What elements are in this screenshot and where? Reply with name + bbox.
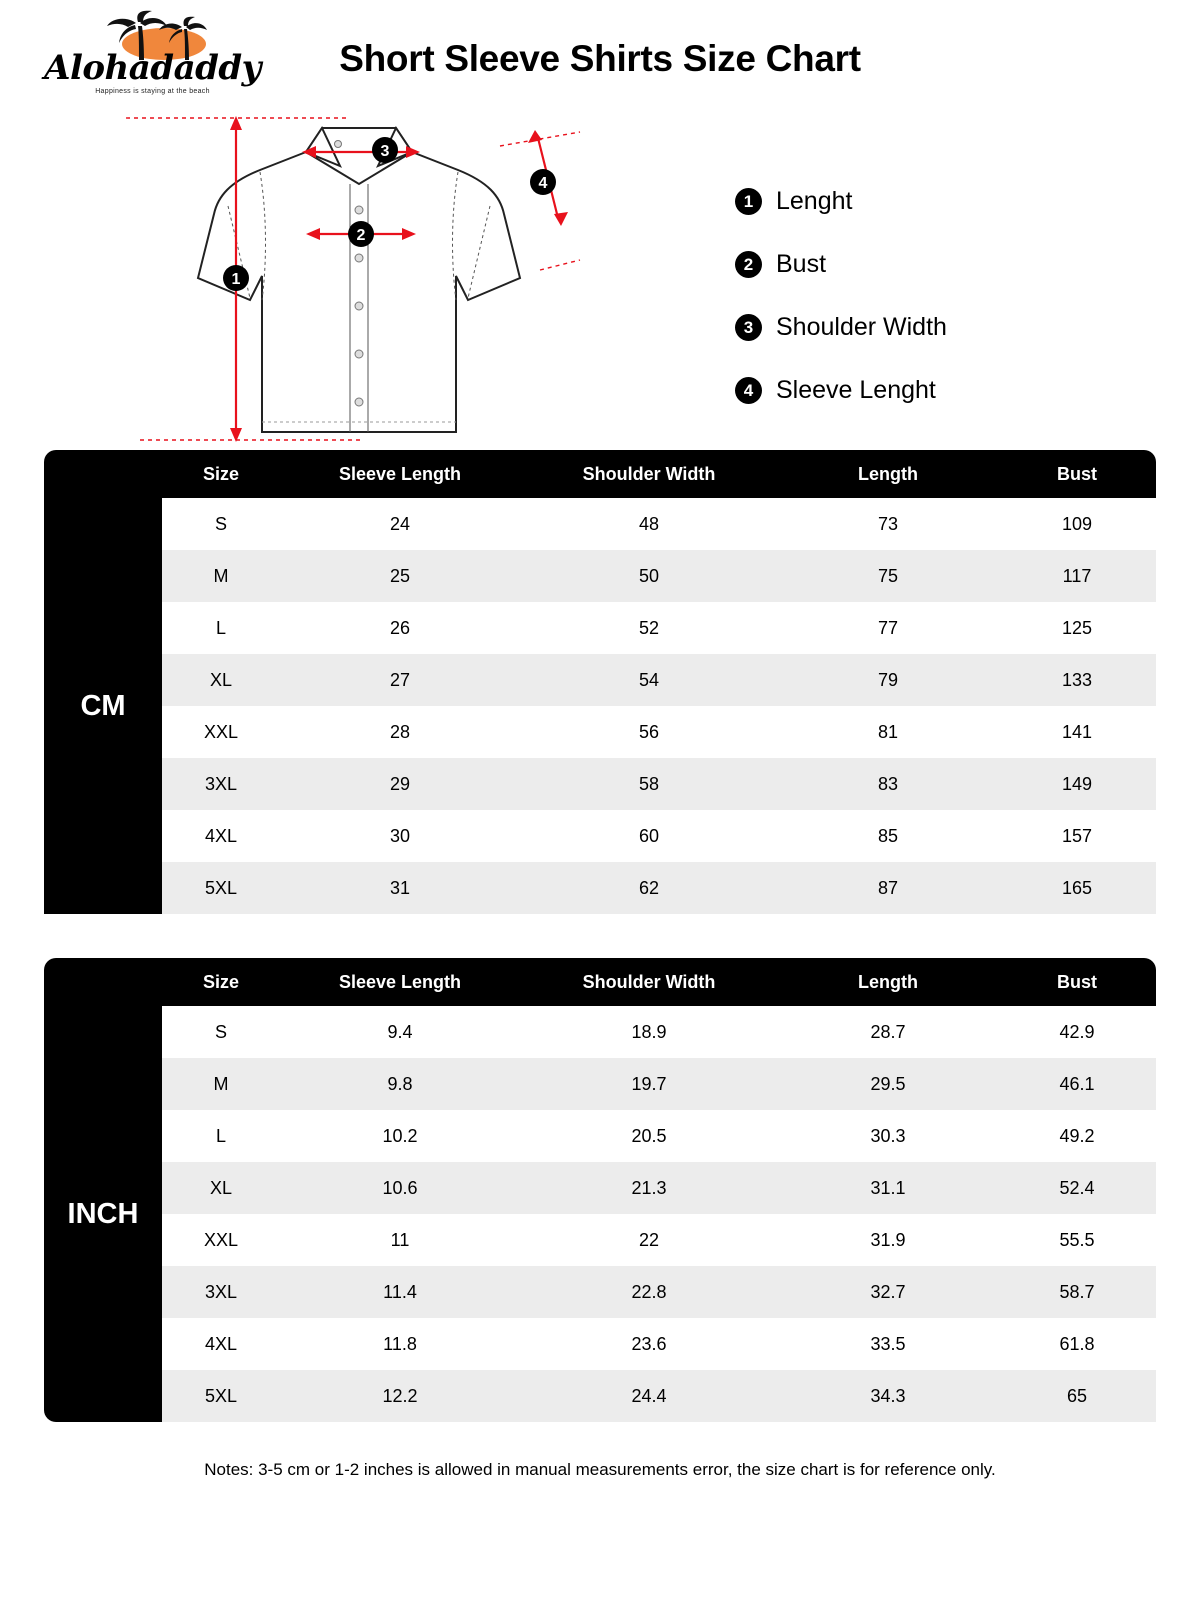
page-header bbox=[0, 0, 1200, 110]
table-row bbox=[44, 1162, 1156, 1214]
cell-length: 29.5 bbox=[778, 1058, 998, 1110]
cell-shoulder-width: 60 bbox=[520, 810, 778, 862]
badge-1: 1 bbox=[735, 188, 762, 215]
cell-length: 75 bbox=[778, 550, 998, 602]
cell-shoulder-width: 62 bbox=[520, 862, 778, 914]
badge-4: 4 bbox=[735, 377, 762, 404]
legend-label-sleeve-length: Sleeve Lenght bbox=[776, 376, 936, 404]
table-row bbox=[44, 1318, 1156, 1370]
cell-sleeve-length: 12.2 bbox=[280, 1370, 520, 1422]
table-row bbox=[44, 758, 1156, 810]
cell-sleeve-length: 27 bbox=[280, 654, 520, 706]
col-header-shoulder-width: Shoulder Width bbox=[520, 450, 778, 498]
cell-bust: 65 bbox=[998, 1370, 1156, 1422]
cell-size: XL bbox=[162, 654, 280, 706]
table-row bbox=[44, 1110, 1156, 1162]
cell-size: XXL bbox=[162, 1214, 280, 1266]
cell-bust: 117 bbox=[998, 550, 1156, 602]
cell-length: 81 bbox=[778, 706, 998, 758]
cell-bust: 133 bbox=[998, 654, 1156, 706]
cell-length: 28.7 bbox=[778, 1006, 998, 1058]
cell-bust: 157 bbox=[998, 810, 1156, 862]
cell-sleeve-length: 10.6 bbox=[280, 1162, 520, 1214]
cell-length: 79 bbox=[778, 654, 998, 706]
cell-sleeve-length: 9.8 bbox=[280, 1058, 520, 1110]
cell-size: 5XL bbox=[162, 1370, 280, 1422]
legend-item-length bbox=[735, 170, 947, 233]
cell-size: 3XL bbox=[162, 758, 280, 810]
cell-size: L bbox=[162, 602, 280, 654]
cell-length: 77 bbox=[778, 602, 998, 654]
cell-shoulder-width: 19.7 bbox=[520, 1058, 778, 1110]
cell-bust: 61.8 bbox=[998, 1318, 1156, 1370]
cell-shoulder-width: 20.5 bbox=[520, 1110, 778, 1162]
col-header-size: Size bbox=[162, 450, 280, 498]
table-row bbox=[44, 1214, 1156, 1266]
cell-bust: 125 bbox=[998, 602, 1156, 654]
cell-sleeve-length: 31 bbox=[280, 862, 520, 914]
badge-3: 3 bbox=[735, 314, 762, 341]
cell-size: S bbox=[162, 1006, 280, 1058]
svg-text:3: 3 bbox=[380, 143, 390, 160]
cell-sleeve-length: 9.4 bbox=[280, 1006, 520, 1058]
cell-shoulder-width: 48 bbox=[520, 498, 778, 550]
cell-bust: 52.4 bbox=[998, 1162, 1156, 1214]
cell-bust: 109 bbox=[998, 498, 1156, 550]
cell-length: 31.1 bbox=[778, 1162, 998, 1214]
col-header-bust: Bust bbox=[998, 450, 1156, 498]
col-header-length: Length bbox=[778, 450, 998, 498]
measurement-diagram bbox=[0, 110, 1200, 450]
cell-shoulder-width: 24.4 bbox=[520, 1370, 778, 1422]
cell-sleeve-length: 29 bbox=[280, 758, 520, 810]
table-row bbox=[44, 1058, 1156, 1110]
cell-shoulder-width: 21.3 bbox=[520, 1162, 778, 1214]
legend-label-bust: Bust bbox=[776, 250, 827, 278]
shirt-illustration bbox=[110, 110, 630, 450]
unit-label-inch: INCH bbox=[44, 1006, 162, 1422]
cell-length: 32.7 bbox=[778, 1266, 998, 1318]
cm-size-table bbox=[44, 450, 1156, 914]
table-header-row bbox=[44, 450, 1156, 498]
cell-size: 5XL bbox=[162, 862, 280, 914]
cell-bust: 58.7 bbox=[998, 1266, 1156, 1318]
table-row bbox=[44, 654, 1156, 706]
unit-header-cm bbox=[44, 450, 162, 498]
page-title: Short Sleeve Shirts Size Chart bbox=[339, 38, 861, 79]
legend-item-sleeve-length bbox=[735, 359, 947, 422]
inch-table-block bbox=[44, 958, 1156, 1422]
col-header-size: Size bbox=[162, 958, 280, 1006]
brand-tagline: Happiness is staying at the beach bbox=[95, 88, 210, 95]
table-row bbox=[44, 1006, 1156, 1058]
svg-text:4: 4 bbox=[538, 175, 548, 192]
cell-length: 83 bbox=[778, 758, 998, 810]
cell-size: XL bbox=[162, 1162, 280, 1214]
cell-sleeve-length: 28 bbox=[280, 706, 520, 758]
cell-size: S bbox=[162, 498, 280, 550]
cell-bust: 149 bbox=[998, 758, 1156, 810]
cell-length: 87 bbox=[778, 862, 998, 914]
table-row bbox=[44, 550, 1156, 602]
cell-bust: 49.2 bbox=[998, 1110, 1156, 1162]
legend-item-bust bbox=[735, 233, 947, 296]
table-gap bbox=[0, 914, 1200, 958]
cell-shoulder-width: 50 bbox=[520, 550, 778, 602]
table-row bbox=[44, 602, 1156, 654]
cell-bust: 46.1 bbox=[998, 1058, 1156, 1110]
cell-sleeve-length: 24 bbox=[280, 498, 520, 550]
cell-shoulder-width: 22.8 bbox=[520, 1266, 778, 1318]
inch-size-table bbox=[44, 958, 1156, 1422]
cell-shoulder-width: 52 bbox=[520, 602, 778, 654]
cell-sleeve-length: 11 bbox=[280, 1214, 520, 1266]
table-row bbox=[44, 862, 1156, 914]
cell-shoulder-width: 54 bbox=[520, 654, 778, 706]
table-row bbox=[44, 810, 1156, 862]
cell-bust: 55.5 bbox=[998, 1214, 1156, 1266]
cell-bust: 42.9 bbox=[998, 1006, 1156, 1058]
svg-text:1: 1 bbox=[231, 271, 241, 288]
table-row bbox=[44, 1370, 1156, 1422]
cell-size: XXL bbox=[162, 706, 280, 758]
legend-label-shoulder-width: Shoulder Width bbox=[776, 313, 947, 341]
cell-size: 4XL bbox=[162, 810, 280, 862]
cell-sleeve-length: 30 bbox=[280, 810, 520, 862]
cell-length: 33.5 bbox=[778, 1318, 998, 1370]
cell-length: 34.3 bbox=[778, 1370, 998, 1422]
cell-sleeve-length: 11.8 bbox=[280, 1318, 520, 1370]
table-header-row bbox=[44, 958, 1156, 1006]
cell-sleeve-length: 11.4 bbox=[280, 1266, 520, 1318]
cell-size: 4XL bbox=[162, 1318, 280, 1370]
cell-bust: 165 bbox=[998, 862, 1156, 914]
cell-shoulder-width: 23.6 bbox=[520, 1318, 778, 1370]
legend-item-shoulder-width bbox=[735, 296, 947, 359]
cell-sleeve-length: 10.2 bbox=[280, 1110, 520, 1162]
cell-length: 85 bbox=[778, 810, 998, 862]
unit-label-cm: CM bbox=[44, 498, 162, 914]
cell-size: L bbox=[162, 1110, 280, 1162]
svg-text:2: 2 bbox=[356, 227, 366, 244]
col-header-length: Length bbox=[778, 958, 998, 1006]
cell-bust: 141 bbox=[998, 706, 1156, 758]
notes-text: Notes: 3-5 cm or 1-2 inches is allowed in manual measurements error, the size chart is for reference only. bbox=[204, 1460, 996, 1479]
cell-shoulder-width: 56 bbox=[520, 706, 778, 758]
table-row bbox=[44, 498, 1156, 550]
cm-table-block bbox=[44, 450, 1156, 914]
measurement-legend bbox=[735, 170, 947, 422]
table-row bbox=[44, 706, 1156, 758]
cell-sleeve-length: 25 bbox=[280, 550, 520, 602]
cell-size: M bbox=[162, 550, 280, 602]
cell-length: 30.3 bbox=[778, 1110, 998, 1162]
cell-length: 31.9 bbox=[778, 1214, 998, 1266]
col-header-sleeve-length: Sleeve Length bbox=[280, 450, 520, 498]
cell-size: 3XL bbox=[162, 1266, 280, 1318]
col-header-shoulder-width: Shoulder Width bbox=[520, 958, 778, 1006]
brand-name: Alohadaddy bbox=[44, 48, 261, 88]
cell-shoulder-width: 22 bbox=[520, 1214, 778, 1266]
cell-shoulder-width: 18.9 bbox=[520, 1006, 778, 1058]
col-header-bust: Bust bbox=[998, 958, 1156, 1006]
cell-sleeve-length: 26 bbox=[280, 602, 520, 654]
cell-length: 73 bbox=[778, 498, 998, 550]
cell-size: M bbox=[162, 1058, 280, 1110]
col-header-sleeve-length: Sleeve Length bbox=[280, 958, 520, 1006]
unit-header-inch bbox=[44, 958, 162, 1006]
cell-shoulder-width: 58 bbox=[520, 758, 778, 810]
table-row bbox=[44, 1266, 1156, 1318]
legend-label-length: Lenght bbox=[776, 187, 853, 215]
badge-2: 2 bbox=[735, 251, 762, 278]
